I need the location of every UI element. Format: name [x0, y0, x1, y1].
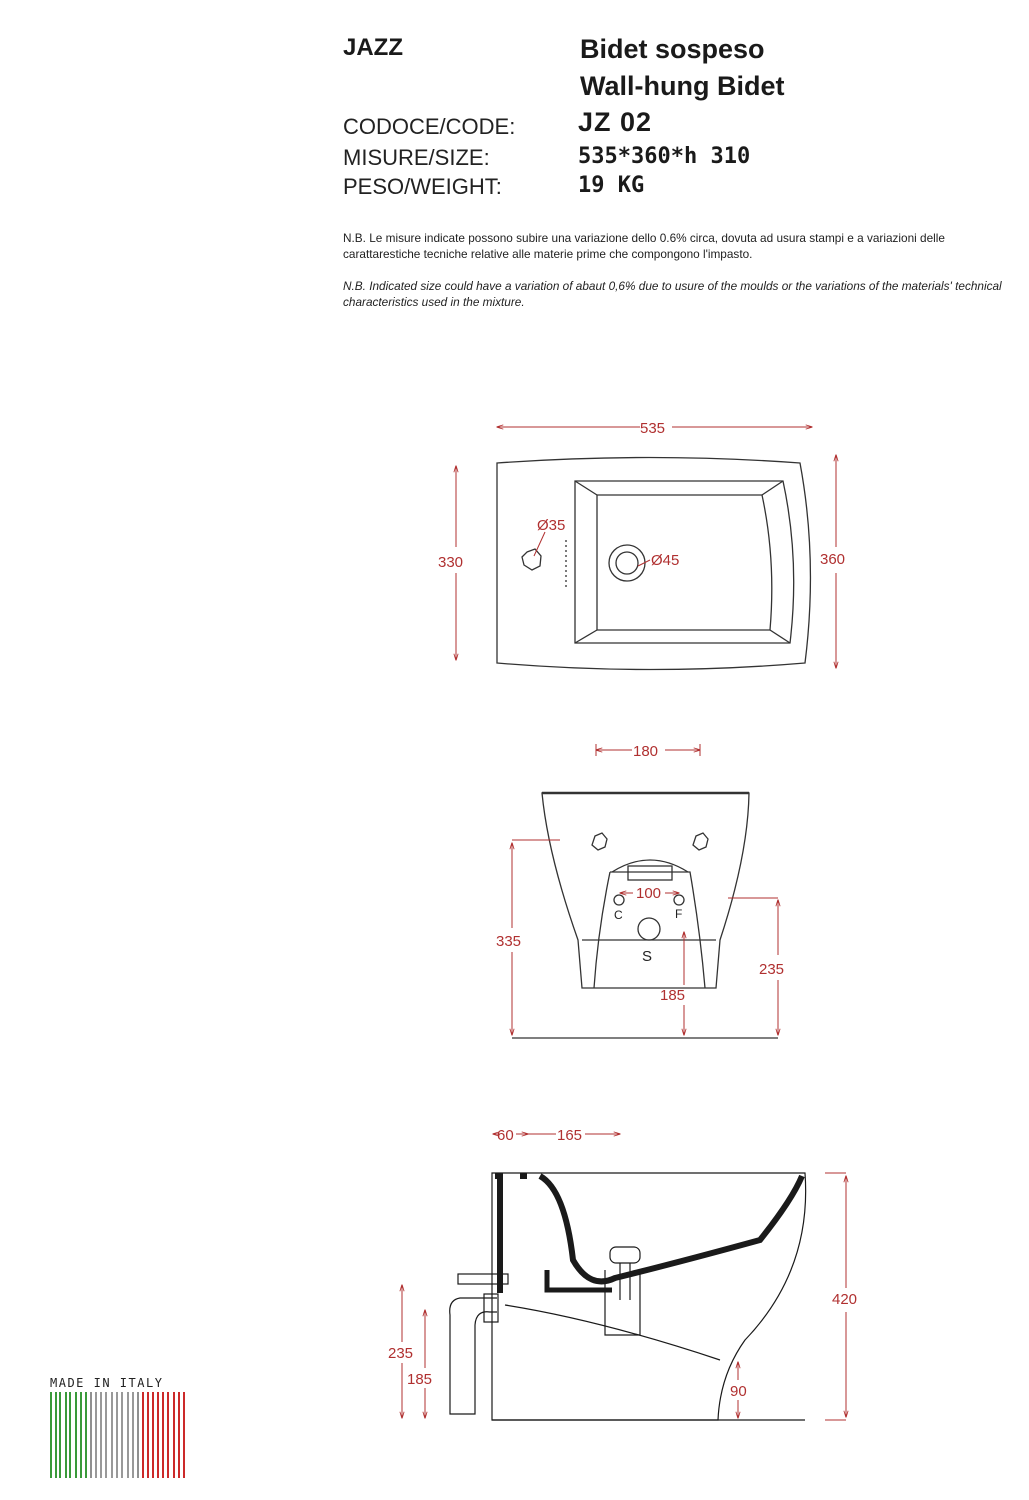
back-inlet-height-dim: 235	[759, 961, 785, 978]
side-total-height-dim: 420	[832, 1291, 858, 1308]
drain-hole-dim: Ø45	[651, 552, 680, 569]
side-view	[450, 1173, 806, 1420]
back-drain-height-dim: 185	[660, 987, 686, 1004]
top-width-dim: 535	[640, 420, 666, 437]
fixing-hole-right	[693, 833, 708, 850]
code-value: JZ 02	[578, 107, 653, 137]
made-in-italy-barcode	[51, 1392, 184, 1478]
inlet-cold	[614, 895, 624, 905]
side-bowl-section	[540, 1176, 802, 1281]
top-depth-right-dim: 360	[820, 551, 846, 568]
made-in-italy-label: MADE IN ITALY	[50, 1376, 164, 1390]
bowl-outer	[575, 481, 794, 643]
inlet-hot	[674, 895, 684, 905]
side-body	[492, 1173, 806, 1420]
product-title-italian: Bidet sospeso	[580, 34, 765, 64]
code-label: CODOCE/CODE:	[343, 114, 516, 139]
size-value: 535*360*h 310	[578, 144, 751, 169]
fixing-height-dim: 335	[496, 933, 522, 950]
drain-outlet	[638, 918, 660, 940]
note-english: N.B. Indicated size could have a variation of abaut 0,6% due to usure of the moulds or the variations of the materials' technical characteristics used in the mixture.	[343, 279, 1002, 309]
drain-inner	[616, 552, 638, 574]
tap-hole-dim: Ø35	[537, 517, 566, 534]
drain-outer	[609, 545, 645, 581]
weight-value: 19 KG	[578, 173, 645, 198]
back-top-width-dim: 180	[633, 743, 659, 760]
side-inlet-height-dim: 235	[388, 1345, 414, 1362]
side-offset-a-dim: 60	[497, 1127, 514, 1144]
tap-hole	[522, 549, 541, 570]
inlet-spacing-dim: 100	[636, 885, 662, 902]
top-depth-left-dim: 330	[438, 554, 464, 571]
side-bottom-gap-dim: 90	[730, 1383, 747, 1400]
product-title-english: Wall-hung Bidet	[580, 71, 785, 101]
weight-label: PESO/WEIGHT:	[343, 174, 502, 199]
size-label: MISURE/SIZE:	[343, 145, 490, 170]
fixing-hole-left	[592, 833, 607, 850]
bowl-inner	[597, 495, 772, 630]
product-line: JAZZ	[343, 34, 403, 61]
side-waste-pipe	[450, 1298, 497, 1414]
note-italian: N.B. Le misure indicate possono subire una variazione dello 0.6% circa, dovuta ad usura stampi e a variazioni delle carattarestiche tecniche relative alle materie prime che compongono l'impasto.	[343, 231, 945, 261]
hot-inlet-label: F	[675, 907, 683, 921]
drain-label: S	[642, 948, 653, 965]
side-drain-cap	[610, 1247, 640, 1263]
cold-inlet-label: C	[614, 908, 623, 922]
side-wall-section	[495, 1176, 500, 1293]
side-drain-height-dim: 185	[407, 1371, 433, 1388]
side-offset-b-dim: 165	[557, 1127, 583, 1144]
